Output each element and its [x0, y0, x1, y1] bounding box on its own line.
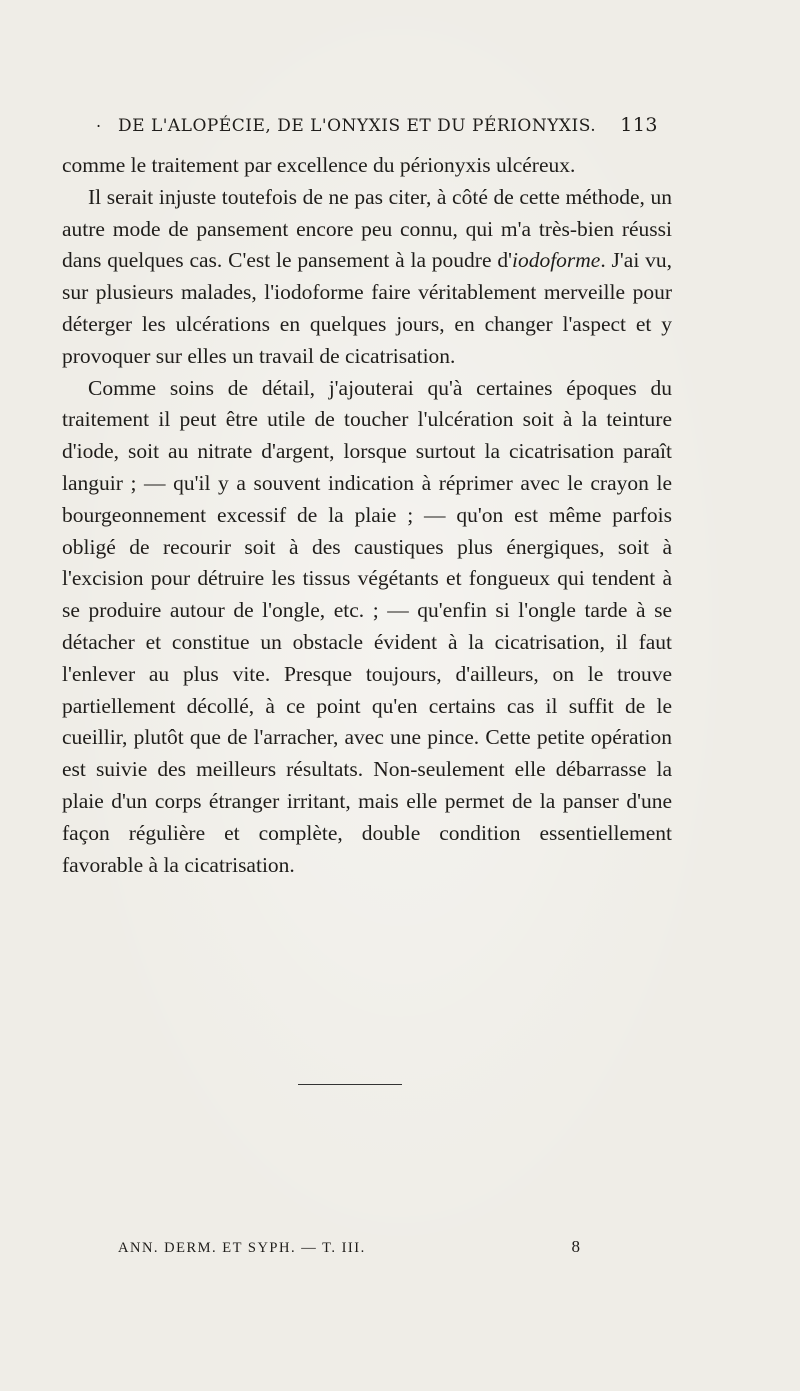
- paragraph-2-part-2: . J'ai vu, sur plusieurs malades, l'iodoforme faire véritablement merveille pour déterger les ulcérations en quelques jours, en changer l'aspect et y provoquer sur elles un travail de cicatrisation.: [62, 248, 672, 368]
- page-footer: [118, 1237, 580, 1257]
- header-dot: .: [96, 112, 102, 131]
- paragraph-1: comme le traitement par excellence du périonyxis ulcéreux.: [62, 153, 576, 177]
- body-text: [62, 150, 672, 881]
- signature-mark: 8: [571, 1237, 580, 1256]
- iodoforme-term: iodoforme: [511, 248, 601, 273]
- running-title: DE L'ALOPÉCIE, DE L'ONYXIS ET DU PÉRIONYXIS.: [118, 116, 597, 136]
- paragraph-2: [62, 182, 672, 373]
- paragraph-2-part-1: Il serait injuste toutefois de ne pas citer, à côté de cette méthode, un autre mode de pansement encore peu connu, qui m'a très-bien réussi dans quelques cas. C'est le pansement à la poudre d': [62, 184, 672, 273]
- journal-reference: ANN. DERM. ET SYPH. — T. III.: [118, 1240, 366, 1256]
- paragraph-3: Comme soins de détail, j'ajouterai qu'à certaines époques du traitement il peut être utile de toucher l'ulcération soit à la teinture d'iode, soit au nitrate d'argent, lorsque surtout la cicatrisation paraît languir ; — qu'il y a souvent indication à réprimer avec le crayon le bourgeonnement excessif de la plaie ; — qu'on est même parfois obligé de recourir soit à des caustiques plus énergiques, soit à l'excision pour détruire les tissus végétants et fongueux qui tendent à se produire autour de l'ongle, etc. ; — qu'enfin si l'ongle tarde à se détacher et constitue un obstacle évident à la cicatrisation, il faut l'enlever au plus vite. Presque toujours, d'ailleurs, on le trouve partiellement décollé, à ce point qu'en certains cas il suffit de le cueillir, plutôt que de l'arracher, avec une pince. Cette petite opération est suivie des meilleurs résultats. Non-seulement elle débarrasse la plaie d'un corps étranger irritant, mais elle permet de la panser d'une façon régulière et complète, double condition essentiellement favorable à la cicatrisation.: [62, 375, 672, 877]
- page-number: 113: [620, 114, 658, 136]
- section-rule: [298, 1084, 402, 1085]
- running-header: [118, 114, 658, 138]
